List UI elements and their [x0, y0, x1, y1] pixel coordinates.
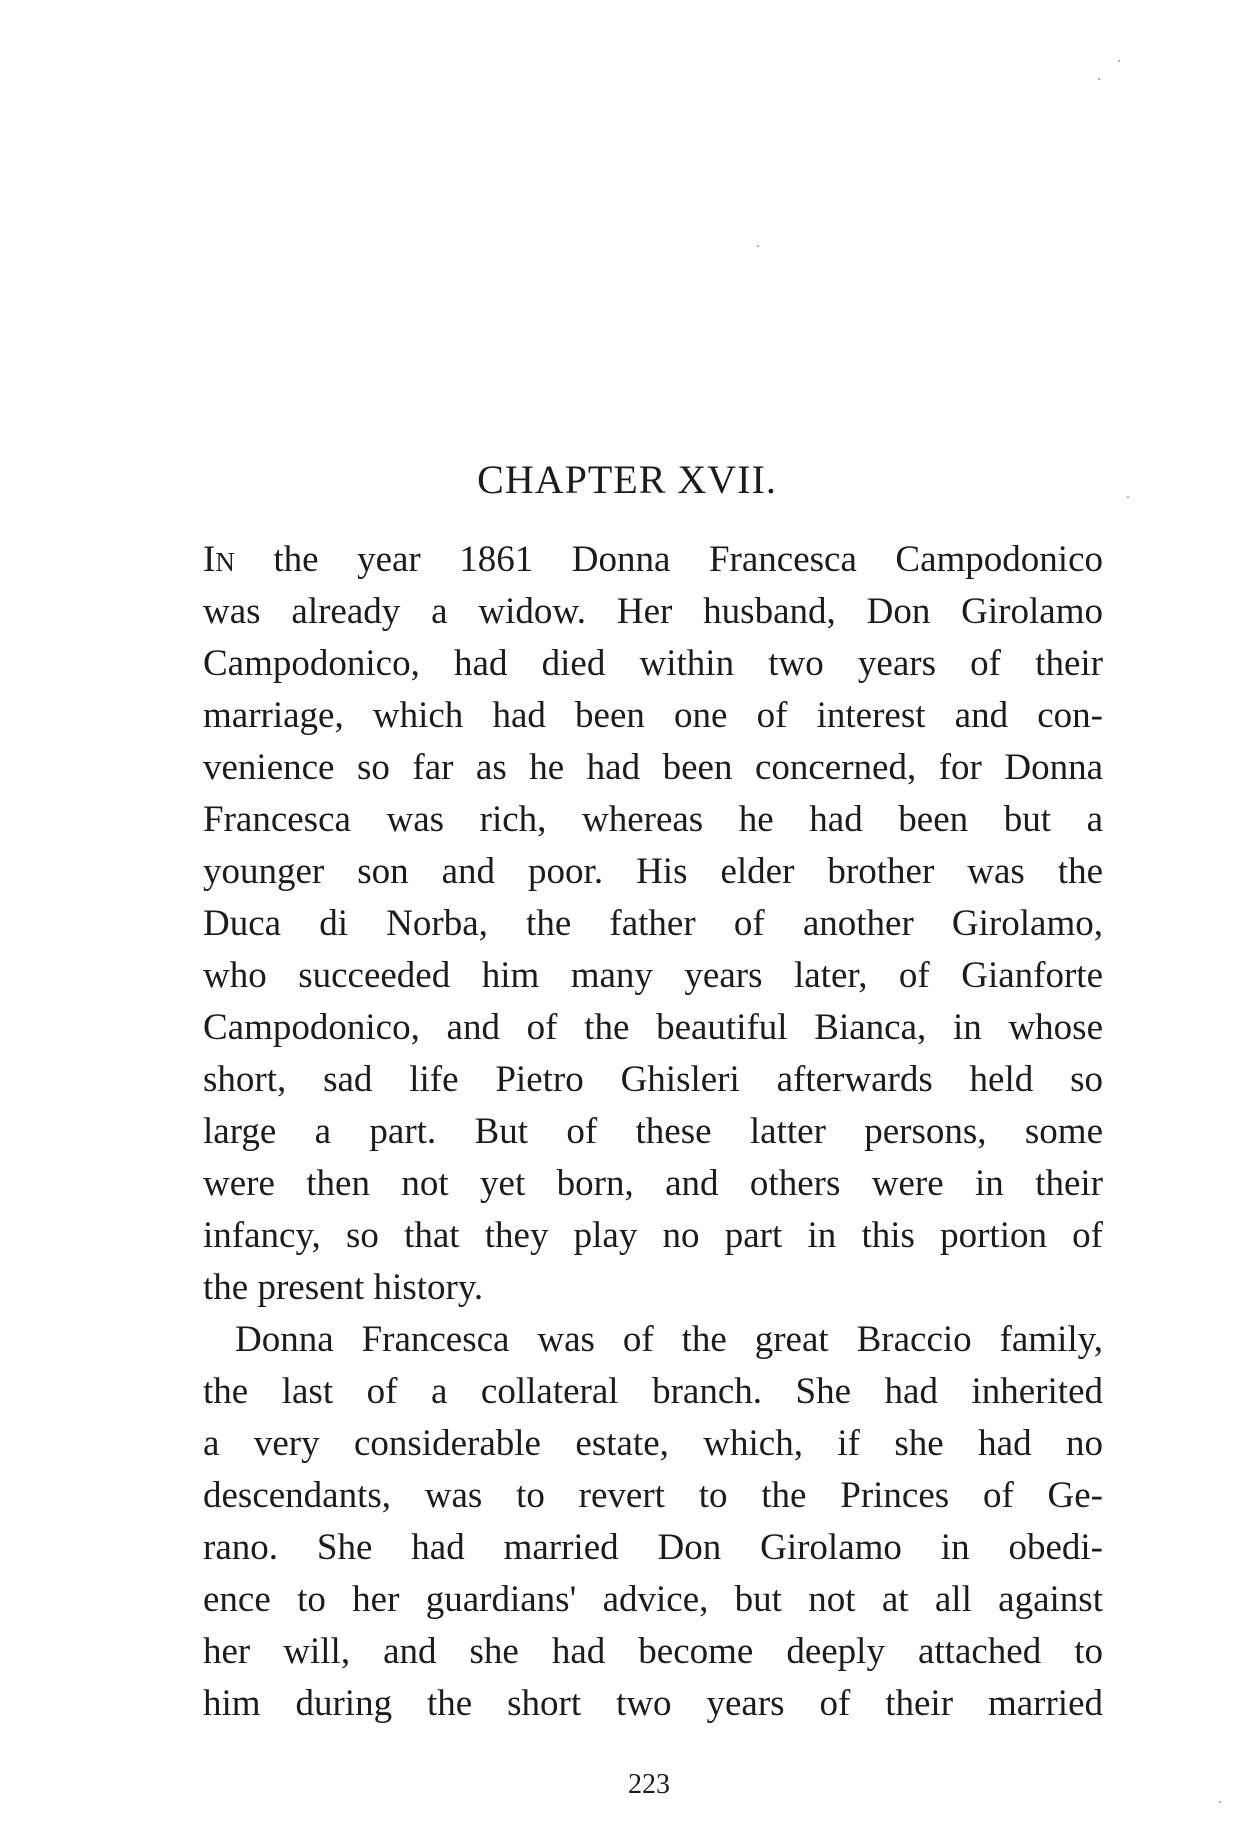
page-number: 223 — [628, 1769, 670, 1800]
paragraph-1-line-1: IN the year 1861 Donna Francesca Campodonico — [203, 539, 1103, 580]
chapter-title: CHAPTER XVII. — [477, 457, 777, 502]
paragraph-2-line-6: ence to her guardians' advice, but not at all against — [203, 1579, 1103, 1620]
paragraph-1-line-14: infancy, so that they play no part in this portion of — [203, 1215, 1103, 1256]
paragraph-1-line-13: were then not yet born, and others were in their — [203, 1163, 1103, 1204]
paragraph-1-line-8: Duca di Norba, the father of another Girolamo, — [203, 903, 1103, 944]
scan-speck — [1127, 496, 1129, 498]
body-text — [203, 534, 1103, 1730]
paragraph-2-line-1: Donna Francesca was of the great Braccio family, — [235, 1319, 1103, 1360]
paragraph-1-line-11: short, sad life Pietro Ghisleri afterwards held so — [203, 1059, 1103, 1100]
paragraph-2-line-7: her will, and she had become deeply attached to — [203, 1631, 1103, 1672]
paragraph-1-line-5: venience so far as he had been concerned, for Donna — [203, 747, 1103, 788]
paragraph-1-line-4: marriage, which had been one of interest and con- — [203, 695, 1103, 736]
paragraph-2-line-5: rano. She had married Don Girolamo in obedi- — [203, 1527, 1103, 1568]
scan-speck — [1118, 60, 1120, 62]
paragraph-2-line-8: him during the short two years of their married — [203, 1683, 1103, 1724]
paragraph-1-line-7: younger son and poor. His elder brother was the — [203, 851, 1103, 892]
scan-speck — [757, 245, 759, 247]
paragraph-1-line-15: the present history. — [203, 1267, 484, 1308]
lead-initial: I — [203, 539, 216, 580]
paragraph-1-line-12: large a part. But of these latter persons, some — [203, 1111, 1103, 1152]
paragraph-1-line-6: Francesca was rich, whereas he had been but a — [203, 799, 1103, 840]
scan-speck — [1098, 78, 1100, 80]
paragraph-2-line-4: descendants, was to revert to the Princes of Ge- — [203, 1475, 1103, 1516]
paragraph-1-line-2: was already a widow. Her husband, Don Girolamo — [203, 591, 1103, 632]
paragraph-1-line-9: who succeeded him many years later, of Gianforte — [203, 955, 1103, 996]
paragraph-2-line-2: the last of a collateral branch. She had inherited — [203, 1371, 1103, 1412]
paragraph-2-line-3: a very considerable estate, which, if she had no — [203, 1423, 1103, 1464]
scan-speck — [1219, 1801, 1221, 1803]
lead-small-caps: N — [215, 547, 235, 577]
paragraph-1-line-10: Campodonico, and of the beautiful Bianca, in whose — [203, 1007, 1103, 1048]
paragraph-1-line-3: Campodonico, had died within two years of their — [203, 643, 1103, 684]
